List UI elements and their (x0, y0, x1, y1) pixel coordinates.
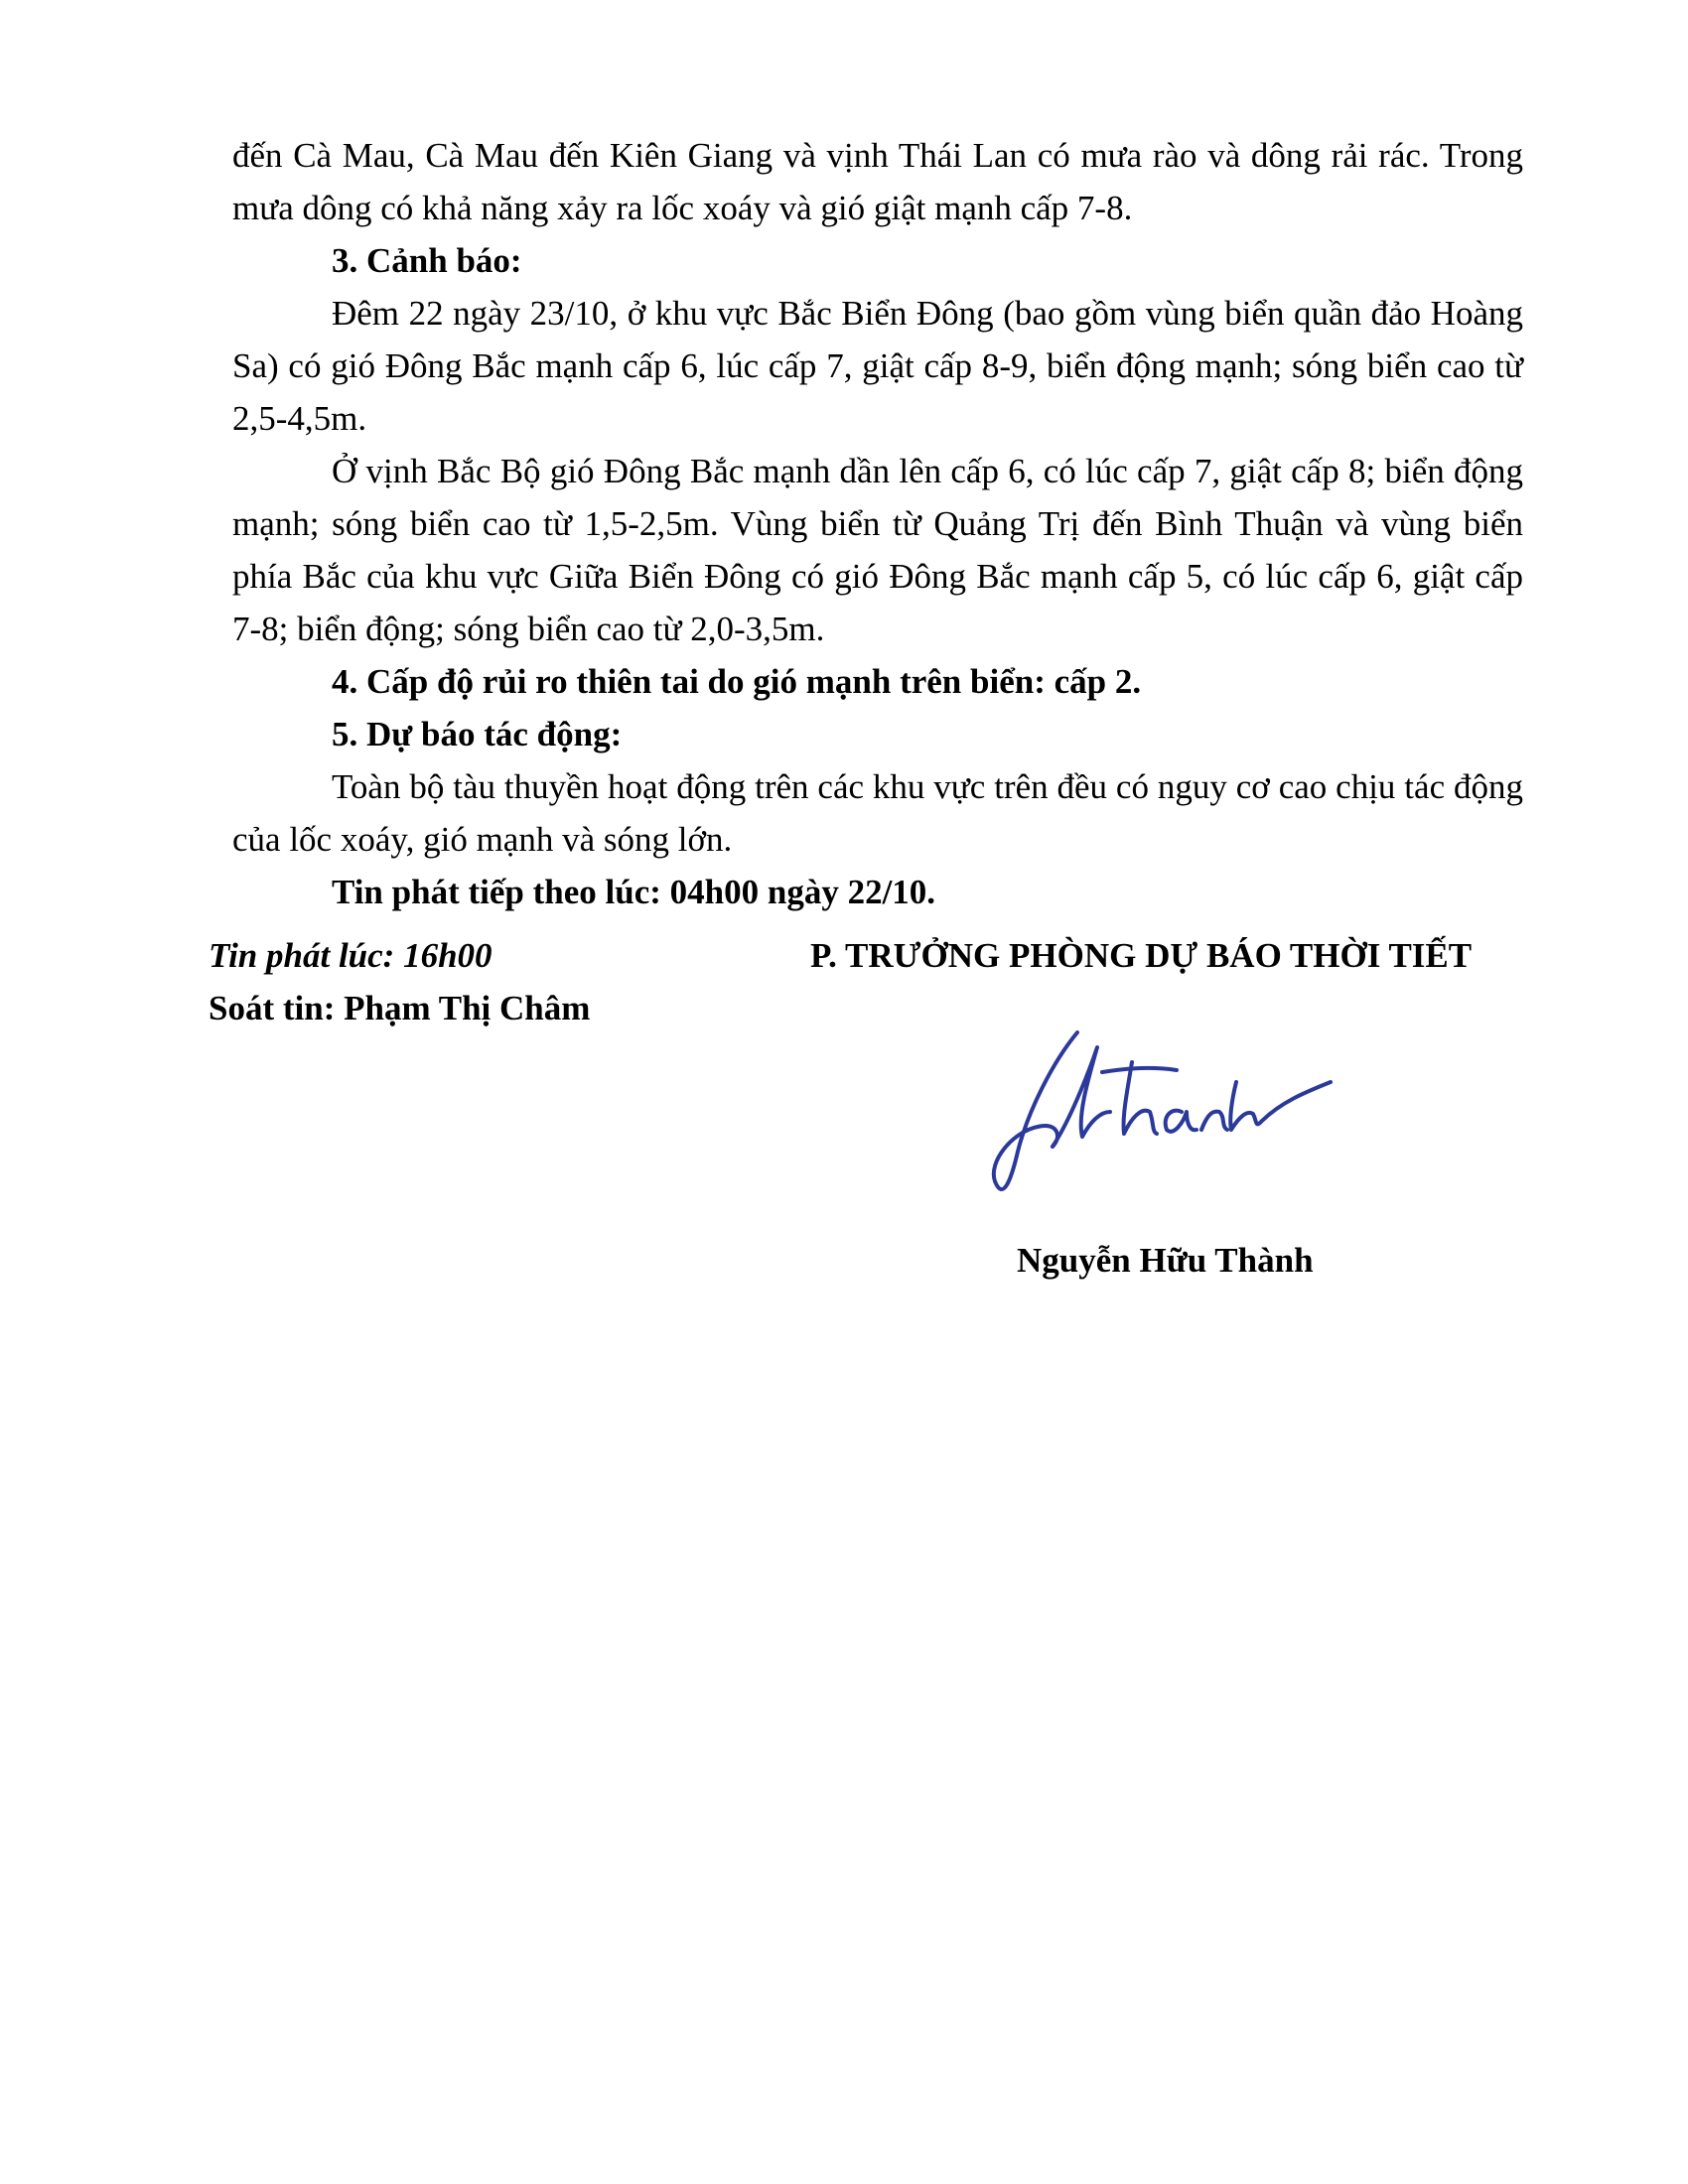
signer-title: P. TRƯỞNG PHÒNG DỰ BÁO THỜI TIẾT (810, 936, 1473, 975)
bulletin-body (232, 129, 1523, 918)
reviewer-line: Soát tin: Phạm Thị Châm (209, 989, 591, 1027)
continuation-paragraph: đến Cà Mau, Cà Mau đến Kiên Giang và vịnh Thái Lan có mưa rào và dông rải rác. Trong mưa dông có khả năng xảy ra lốc xoáy và gió giật mạnh cấp 7-8. (232, 136, 1523, 227)
impact-paragraph: Toàn bộ tàu thuyền hoạt động trên các khu vực trên đều có nguy cơ cao chịu tác động của lốc xoáy, gió mạnh và sóng lớn. (232, 767, 1523, 859)
issued-time: Tin phát lúc: 16h00 (209, 936, 492, 975)
next-bulletin-line: Tin phát tiếp theo lúc: 04h00 ngày 22/10. (332, 873, 936, 911)
handwritten-signature (983, 1023, 1340, 1206)
risk-level-heading: 4. Cấp độ rủi ro thiên tai do gió mạnh trên biển: cấp 2. (332, 662, 1142, 701)
warning-paragraph-1: Đêm 22 ngày 23/10, ở khu vực Bắc Biển Đông (bao gồm vùng biển quần đảo Hoàng Sa) có gió Đông Bắc mạnh cấp 6, lúc cấp 7, giật cấp 8-9, biển động mạnh; sóng biển cao từ 2,5-4,5m. (232, 294, 1523, 438)
warning-paragraph-2: Ở vịnh Bắc Bộ gió Đông Bắc mạnh dần lên cấp 6, có lúc cấp 7, giật cấp 8; biển động mạnh; sóng biển cao từ 1,5-2,5m. Vùng biển từ Quảng Trị đến Bình Thuận và vùng biển phía Bắc của khu vực Giữa Biển Đông có gió Đông Bắc mạnh cấp 5, có lúc cấp 6, giật cấp 7-8; biển động; sóng biển cao từ 2,0-3,5m. (232, 452, 1523, 648)
impact-heading: 5. Dự báo tác động: (332, 715, 623, 753)
signer-name: Nguyễn Hữu Thành (1017, 1241, 1314, 1280)
warning-heading: 3. Cảnh báo: (332, 241, 522, 280)
